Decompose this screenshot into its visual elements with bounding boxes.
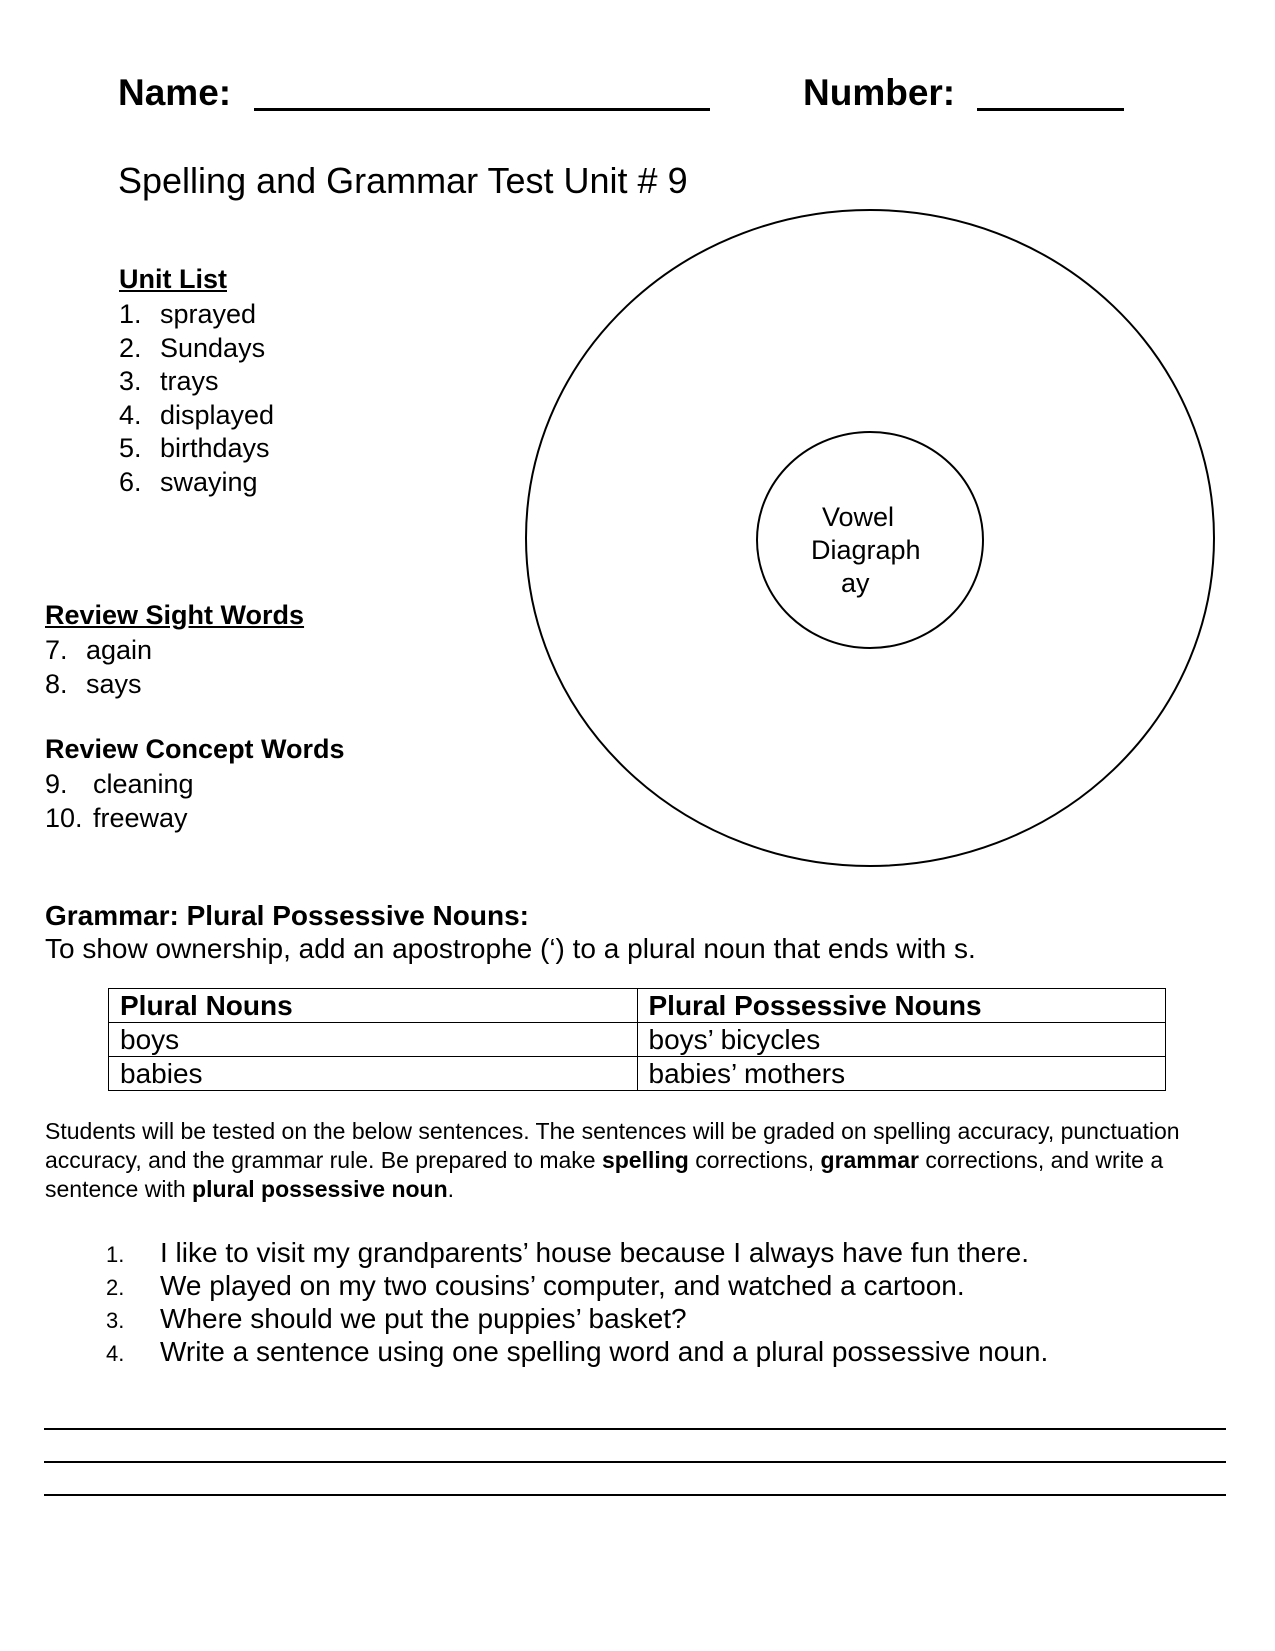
grammar-rule: To show ownership, add an apostrophe (‘) to a plural noun that ends with s. [45,933,976,964]
sight-word: says [86,668,142,699]
unit-word-list [119,298,274,499]
item-number: 9. [45,769,68,799]
item-number: 3. [119,366,142,396]
instructions-bold: grammar [820,1147,919,1173]
spelling-word: trays [160,366,219,396]
sentence-item [106,1302,1048,1335]
table-row [109,1057,1166,1091]
writing-line[interactable] [44,1428,1226,1430]
instructions-bold: spelling [601,1147,689,1173]
instructions-text: . [447,1176,455,1202]
list-item [45,768,194,802]
sentence-number: 4. [106,1341,125,1366]
spelling-word: displayed [160,399,275,430]
instructions-text: Students will be tested on the below sentences. The sentences will be graded on spelling accuracy, punctuation accuracy, and the grammar rule. Be prepared to make [45,1118,1180,1173]
concept-word-list [45,768,194,835]
plural-nouns-table [108,988,1166,1091]
item-number: 1. [119,299,142,329]
list-item [119,365,274,399]
sentence-number: 3. [106,1308,125,1333]
table-cell: babies’ mothers [637,1057,1166,1091]
sentence-text: Write a sentence using one spelling word and a plural possessive noun. [160,1336,1049,1367]
instructions-bold: plural possessive noun [192,1176,448,1202]
sentence-item [106,1269,1048,1302]
instructions-text: corrections, [688,1147,821,1173]
name-field[interactable] [254,108,710,111]
concept-words-heading: Review Concept Words [45,734,345,764]
sight-word-list [45,634,152,701]
page-title: Spelling and Grammar Test Unit # 9 [118,160,688,201]
sentence-item [106,1335,1048,1368]
spelling-word: sprayed [160,299,257,329]
sight-words-heading: Review Sight Words [45,600,305,630]
diagram-label-line: Diagraph [811,535,921,565]
column-header: Plural Nouns [109,989,638,1023]
table-row [109,1023,1166,1057]
list-item [45,802,194,836]
list-item [119,298,274,332]
item-number: 6. [119,466,142,497]
unit-list-heading: Unit List [119,264,227,294]
number-field[interactable] [977,108,1124,111]
table-cell: boys’ bicycles [637,1023,1166,1057]
table-header-row [109,989,1166,1023]
spelling-word: Sundays [160,332,266,363]
test-sentences [106,1236,1048,1368]
list-item [119,466,274,500]
item-number: 8. [45,668,68,699]
list-item [119,332,274,366]
sentence-item [106,1236,1048,1269]
list-item [45,668,152,702]
number-label: Number: [803,72,956,113]
diagram-label-line: ay [841,568,870,598]
item-number: 5. [119,433,142,463]
list-item [119,432,274,466]
item-number: 2. [119,332,142,363]
sentence-text: We played on my two cousins’ computer, and watched a cartoon. [160,1270,965,1301]
name-label: Name: [118,72,232,113]
spelling-word: swaying [160,466,258,497]
instructions-text: corrections, and write a sentence with [45,1147,1164,1202]
table-cell: boys [109,1023,638,1057]
concept-word: freeway [93,802,188,833]
item-number: 7. [45,635,68,665]
spelling-word: birthdays [160,433,270,463]
writing-line[interactable] [44,1494,1226,1496]
sentence-number: 2. [106,1275,125,1300]
item-number: 10. [45,802,83,833]
writing-line[interactable] [44,1461,1226,1463]
grammar-title: Grammar: Plural Possessive Nouns: [45,900,529,931]
sentence-number: 1. [106,1242,125,1267]
diagram-label [800,501,920,600]
item-number: 4. [119,399,142,430]
sight-word: again [86,635,153,665]
diagram-label-line: Vowel [822,502,895,532]
list-item [119,399,274,433]
concept-word: cleaning [93,769,194,799]
sentence-text: Where should we put the puppies’ basket? [160,1303,687,1334]
test-instructions [45,1117,1225,1204]
column-header: Plural Possessive Nouns [637,989,1166,1023]
list-item [45,634,152,668]
sentence-text: I like to visit my grandparents’ house because I always have fun there. [160,1237,1029,1268]
table-cell: babies [109,1057,638,1091]
